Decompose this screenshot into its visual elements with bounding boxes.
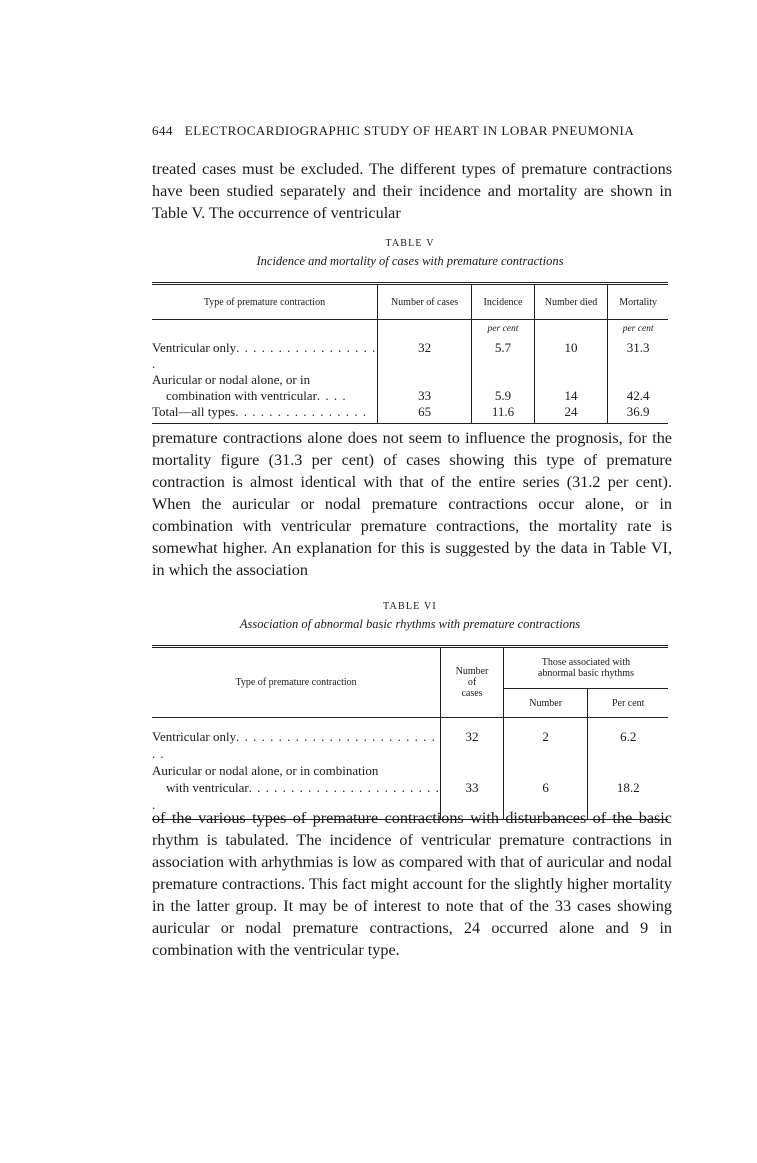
table6-header-type: Type of premature contraction <box>152 647 441 718</box>
table6-header-group-line2: abnormal basic rhythms <box>537 668 634 679</box>
cell-percent: 6.2 <box>588 718 668 763</box>
cell-mortality: 36.9 <box>608 404 668 424</box>
table6-number: TABLE VI <box>383 601 437 612</box>
table5-number: TABLE V <box>385 238 435 249</box>
table5-header-mortality: Mortality <box>608 284 668 320</box>
row-label: Auricular or nodal alone, or in <box>152 372 311 387</box>
row-label-continued: with ventricular <box>166 780 249 795</box>
table6-caption <box>152 601 668 632</box>
table5-caption <box>152 238 668 269</box>
table6 <box>152 645 668 820</box>
table-row <box>152 404 668 424</box>
table5-unit-row <box>152 320 668 341</box>
leader-dots: . . . . . . . . . . . . . . . . . . . . . . . . . . <box>152 729 436 761</box>
cell-died: 14 <box>534 388 607 404</box>
leader-dots: . . . . . . . . . . . . . . . . . . . . . . . . <box>152 780 440 812</box>
row-label: Total—all types <box>152 404 236 419</box>
cell-cases: 65 <box>377 404 471 424</box>
table5-header-incidence: Incidence <box>472 284 535 320</box>
cell-died: 24 <box>534 404 607 424</box>
table5-unit-mortality: per cent <box>608 320 668 341</box>
cell-incidence: 5.9 <box>472 388 535 404</box>
table5-header-died: Number died <box>534 284 607 320</box>
table5-header-type: Type of premature contraction <box>152 284 377 320</box>
cell-number: 6 <box>503 779 588 820</box>
table5-unit-incidence: per cent <box>472 320 535 341</box>
running-title: ELECTROCARDIOGRAPHIC STUDY OF HEART IN LOBAR PNEUMONIA <box>184 123 635 138</box>
row-label: Ventricular only <box>152 729 237 744</box>
paragraph-3: of the various types of premature contractions with disturbances of the basic rhythm is tabulated. The incidence of ventricular premature contractions in association with arhythmias is low as compared with that of auricular and nodal premature contractions. This fact might account for the slightly higher mortality in the latter group. It may be of interest to note that of the 33 cases showing auricular or nodal premature contractions, 24 occurred alone and 9 in combination with the ventricular type. <box>152 809 672 959</box>
paragraph-2: premature contractions alone does not seem to influence the prognosis, for the mortality figure (31.3 per cent) of cases showing this type of premature contraction is almost identical with that of the entire series (31.2 per cent). When the auricular or nodal premature contractions occur alone, or in combination with ventricular premature contractions, the mortality rate is somewhat higher. An explanation for this is suggested by the data in Table VI, in which the association <box>152 429 672 579</box>
table6-header-cases-line3: cases <box>461 688 483 699</box>
cell-cases: 32 <box>377 340 471 372</box>
table6-header-row <box>152 647 668 689</box>
cell-incidence: 11.6 <box>472 404 535 424</box>
table6-header-cases-line1: Number <box>455 666 489 677</box>
table-row <box>152 372 668 388</box>
row-label-continued: combination with ventricular <box>166 388 317 403</box>
table-row-continued <box>152 388 668 404</box>
cell-percent: 18.2 <box>588 779 668 820</box>
cell-mortality: 31.3 <box>608 340 668 372</box>
table-row <box>152 762 668 779</box>
paragraph-1: treated cases must be excluded. The different types of premature contractions have been studied separately and their incidence and mortality are shown in Table V. The occurrence of ventricular <box>152 160 672 222</box>
table5-header-row <box>152 284 668 320</box>
table6-header-percent: Per cent <box>588 689 668 718</box>
row-label: Ventricular only <box>152 340 237 355</box>
cell-cases: 32 <box>441 718 504 763</box>
cell-cases: 33 <box>377 388 471 404</box>
table5-header-cases: Number of cases <box>377 284 471 320</box>
leader-dots: . . . . <box>316 388 347 403</box>
table6-header-group <box>503 647 668 689</box>
page-number: 644 <box>152 123 173 138</box>
table6-header-cases <box>441 647 504 718</box>
table-row <box>152 718 668 763</box>
cell-number: 2 <box>503 718 588 763</box>
running-header <box>152 123 672 139</box>
table-row <box>152 340 668 372</box>
row-label: Auricular or nodal alone, or in combination <box>152 763 379 778</box>
table6-header-group-line1: Those associated with <box>541 657 631 668</box>
leader-dots: . . . . . . . . . . . . . . . . <box>235 404 367 419</box>
table5 <box>152 282 668 424</box>
table6-title: Association of abnormal basic rhythms with premature contractions <box>239 617 581 631</box>
cell-cases: 33 <box>441 779 504 820</box>
cell-incidence: 5.7 <box>472 340 535 372</box>
table6-header-cases-line2: of <box>467 677 477 688</box>
table6-header-number: Number <box>503 689 588 718</box>
cell-died: 10 <box>534 340 607 372</box>
leader-dots: . . . . . . . . . . . . . . . . . . <box>152 340 377 371</box>
cell-mortality: 42.4 <box>608 388 668 404</box>
table5-title: Incidence and mortality of cases with premature contractions <box>256 254 564 268</box>
